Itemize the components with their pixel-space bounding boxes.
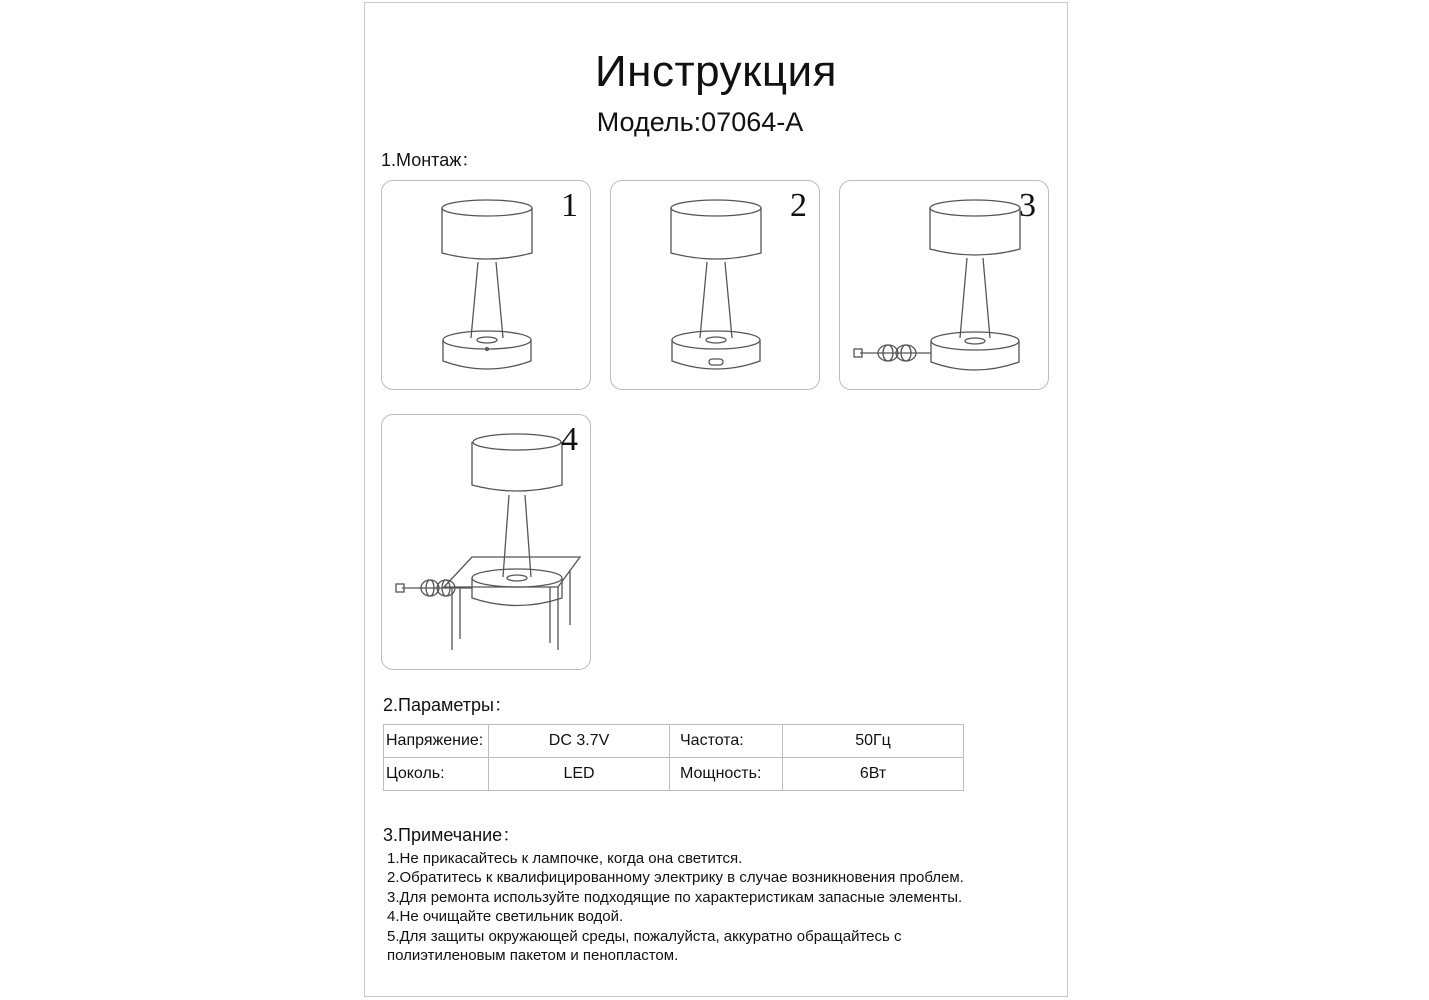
step-1-panel <box>381 180 591 390</box>
step-3-panel <box>839 180 1049 390</box>
param-value: DC 3.7V <box>489 725 670 758</box>
param-label: Напряжение: <box>384 725 489 758</box>
montage-heading: 1.Монтаж： <box>381 150 480 170</box>
param-value: LED <box>489 758 670 791</box>
step-number: 2 <box>790 187 807 224</box>
model-number: Модель:07064-A <box>596 107 804 137</box>
step-4-panel <box>381 414 591 670</box>
note-line: 1.Не прикасайтесь к лампочке, когда она светится. <box>387 850 743 867</box>
table-row <box>384 725 964 758</box>
param-value: 50Гц <box>783 725 964 758</box>
note-line: 3.Для ремонта используйте подходящие по характеристикам запасные элементы. <box>387 888 963 906</box>
page-title: Инструкция <box>595 47 837 96</box>
param-value: 6Вт <box>783 758 964 791</box>
note-line: 4.Не очищайте светильник водой. <box>387 908 624 926</box>
param-label: Частота: <box>670 725 783 758</box>
step-number: 3 <box>1019 187 1036 224</box>
notes-heading: 3.Примечание： <box>383 825 521 845</box>
param-label: Мощность: <box>670 758 783 791</box>
notes-list <box>387 849 964 965</box>
note-line: 2.Обратитесь к квалифицированному электрику в случае возникновения проблем. <box>387 869 964 887</box>
param-label: Цоколь: <box>384 758 489 791</box>
params-heading: 2.Параметры： <box>383 695 512 715</box>
note-line: 5.Для защиты окружающей среды, пожалуйста, аккуратно обращайтесь с <box>387 927 902 945</box>
step-number: 1 <box>561 187 578 224</box>
params-table <box>383 724 964 791</box>
step-number: 4 <box>561 421 578 458</box>
instruction-page <box>364 2 1068 997</box>
table-row <box>384 758 964 791</box>
step-2-panel <box>610 180 820 390</box>
note-line: полиэтиленовым пакетом и пенопластом. <box>387 947 679 965</box>
